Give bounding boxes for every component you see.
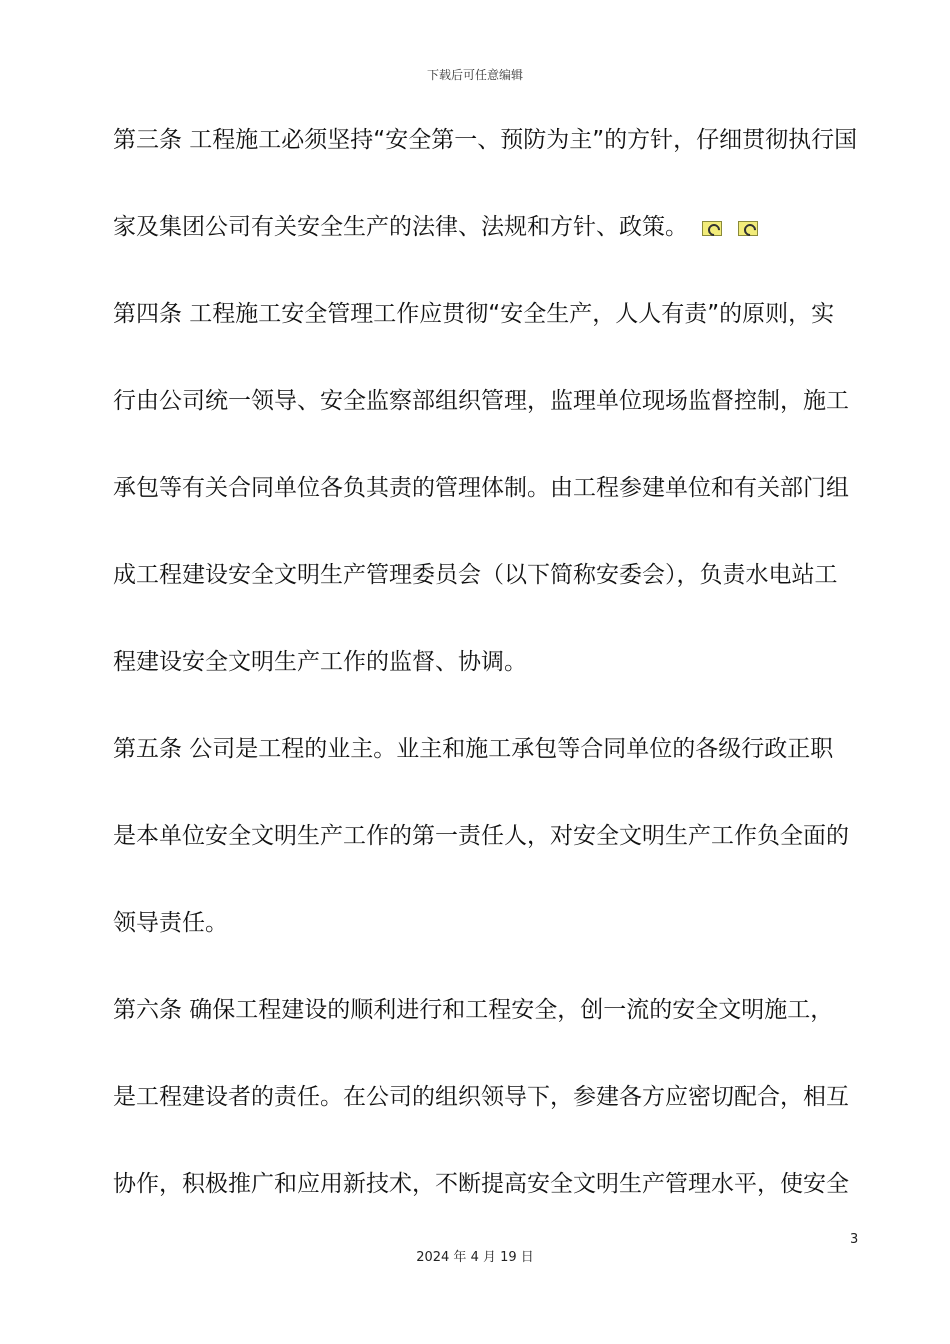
text-line: 承包等有关合同单位各负其责的管理体制。由工程参建单位和有关部门组 (113, 475, 849, 501)
text-line: 领导责任。 (113, 910, 228, 936)
text-line: 第五条 公司是工程的业主。业主和施工承包等合同单位的各级行政正职 (113, 736, 834, 762)
text-line: 行由公司统一领导、安全监察部组织管理，监理单位现场监督控制，施工 (113, 388, 849, 414)
text-line: 第六条 确保工程建设的顺利进行和工程安全，创一流的安全文明施工， (113, 997, 834, 1023)
embedded-object-icon[interactable] (702, 221, 722, 236)
page-header: 下载后可任意编辑 (426, 68, 523, 82)
page-number: 3 (850, 1232, 859, 1247)
text-line (113, 212, 774, 243)
text-line: 是本单位安全文明生产工作的第一责任人，对安全文明生产工作负全面的 (113, 823, 849, 849)
text-line: 程建设安全文明生产工作的监督、协调。 (113, 649, 527, 675)
text-line: 第四条 工程施工安全管理工作应贯彻“安全生产，人人有责”的原则，实 (113, 301, 835, 327)
text-line: 成工程建设安全文明生产管理委员会（以下简称安委会），负责水电站工 (113, 562, 838, 588)
embedded-objects (702, 213, 774, 243)
text-line-content: 家及集团公司有关安全生产的法律、法规和方针、政策。 (113, 214, 688, 240)
text-line: 是工程建设者的责任。在公司的组织领导下，参建各方应密切配合，相互 (113, 1084, 849, 1110)
embedded-object-icon[interactable] (738, 221, 758, 236)
text-line: 第三条 工程施工必须坚持“安全第一、预防为主”的方针，仔细贯彻执行国 (113, 127, 858, 153)
text-line: 协作，积极推广和应用新技术，不断提高安全文明生产管理水平，使安全 (113, 1171, 849, 1197)
page-footer-date: 2024 年 4 月 19 日 (416, 1250, 534, 1265)
